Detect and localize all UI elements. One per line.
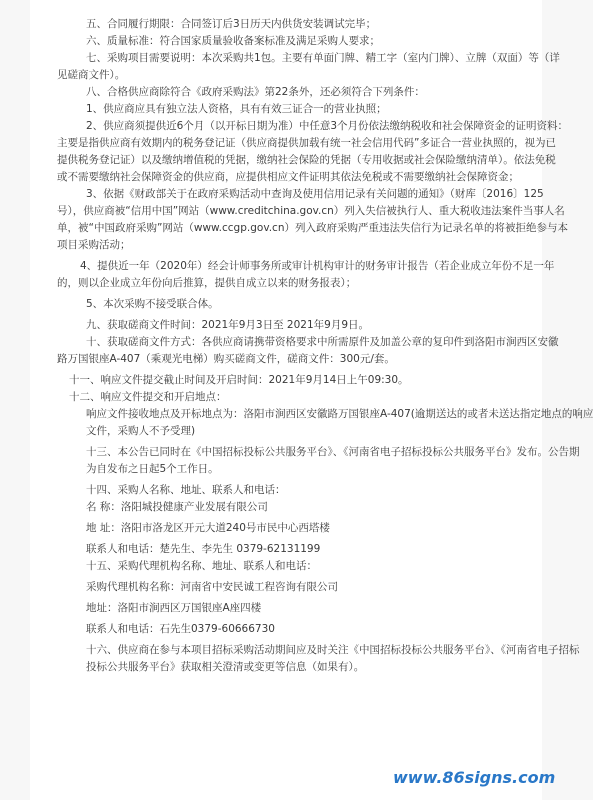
document-line: 项目采购活动； (57, 239, 131, 251)
document-line: 十六、供应商在参与本项目招标采购活动期间应及时关注《中国招标投标公共服务平台》、《河南省电子招标 (86, 644, 580, 656)
document-line: 十五、采购代理机构名称、地址、联系人和电话： (86, 560, 317, 572)
site-watermark (393, 768, 555, 787)
document-line: 1、供应商应具有独立法人资格，具有有效三证合一的营业执照； (86, 103, 387, 115)
document-page (30, 0, 593, 800)
document-line: 十三、本公告已同时在《中国招标投标公共服务平台》、《河南省电子招标投标公共服务平台》发布。公告期 (86, 446, 580, 458)
document-line: 九、获取磋商文件时间：2021年9月3日至 2021年9月9日。 (86, 319, 370, 331)
document-line: 十二、响应文件提交和开启地点： (69, 391, 227, 403)
document-line: 十一、响应文件提交截止时间及开启时间：2021年9月14日上午09:30。 (69, 374, 409, 386)
document-line: 5、本次采购不接受联合体。 (86, 298, 219, 310)
document-line: 号），供应商被“信用中国”网站（www.creditchina.gov.cn）列入失信被执行人、重大税收违法案件当事人名 (57, 205, 565, 217)
document-line: 地 址：洛阳市洛龙区开元大道240号市民中心西塔楼 (86, 522, 330, 534)
document-line: 路万国银座A-407（乘观光电梯）购买磋商文件，磋商文件：300元/套。 (57, 353, 395, 365)
document-line: 文件，采购人不予受理) (86, 425, 196, 437)
document-line: 提供税务登记证）以及缴纳增值税的凭据，缴纳社会保险的凭据（专用收据或社会保险缴纳清单）。依法免税 (57, 154, 556, 166)
document-line: 联系人和电话：楚先生、李先生 0379-62131199 (86, 543, 321, 555)
document-line: 联系人和电话：石先生0379-60666730 (86, 623, 275, 635)
document-line: 十四、采购人名称、地址、联系人和电话： (86, 484, 286, 496)
document-line: 六、质量标准：符合国家质量验收备案标准及满足采购人要求； (86, 35, 380, 47)
document-line: 的，则以企业成立年份向后推算，提供自成立以来的财务报表）； (57, 277, 357, 289)
document-line: 2、供应商须提供近6个月（以开标日期为准）中任意3个月份依法缴纳税收和社会保障资金的证明资料： (86, 120, 569, 132)
document-body (57, 16, 593, 676)
document-line: 采购代理机构名称：河南省中安民诚工程咨询有限公司 (86, 581, 338, 593)
document-line: 单，被“中国政府采购”网站（www.ccgp.gov.cn）列入政府采购严重违法失信行为记录名单的将被拒绝参与本 (57, 222, 568, 234)
document-line: 主要是指供应商有效期内的税务登记证（供应商提供加载有统一社会信用代码”多证合一营业执照的，视为已 (57, 137, 556, 149)
document-line: 七、采购项目需要说明：本次采购共1包。主要有单面门牌、精工字（室内门牌）、立牌（双面）等（详 (86, 52, 560, 64)
document-line: 地址：洛阳市涧西区万国银座A座四楼 (86, 602, 262, 614)
document-line: 十、获取磋商文件方式：各供应商请携带资格要求中所需原件及加盖公章的复印件到洛阳市涧西区安徽 (86, 336, 559, 348)
document-line: 为自发布之日起5个工作日。 (86, 463, 219, 475)
document-line: 4、提供近一年（2020年）经会计师事务所或审计机构审计的财务审计报告（若企业成立年份不足一年 (80, 260, 555, 272)
document-line: 投标公共服务平台》获取相关澄清或变更等信息（如果有）。 (86, 661, 365, 673)
watermark-text: www.86signs.com (393, 768, 556, 787)
document-line: 响应文件接收地点及开标地点为：洛阳市涧西区安徽路万国银座A-407(逾期送达的或者未送达指定地点的响应 (86, 408, 593, 420)
document-line: 名 称：洛阳城投健康产业发展有限公司 (86, 501, 268, 513)
document-line: 或不需要缴纳社会保障资金的供应商，应提供相应文件证明其依法免税或不需要缴纳社会保障资金； (57, 171, 519, 183)
document-line: 五、合同履行期限：合同签订后3日历天内供货安装调试完毕； (86, 18, 377, 30)
document-line: 见磋商文件）。 (57, 69, 126, 81)
document-line: 3、依据《财政部关于在政府采购活动中查询及使用信用记录有关问题的通知》（财库〔2016〕125 (86, 188, 544, 200)
document-line: 八、合格供应商除符合《政府采购法》第22条外，还必须符合下列条件： (86, 86, 425, 98)
